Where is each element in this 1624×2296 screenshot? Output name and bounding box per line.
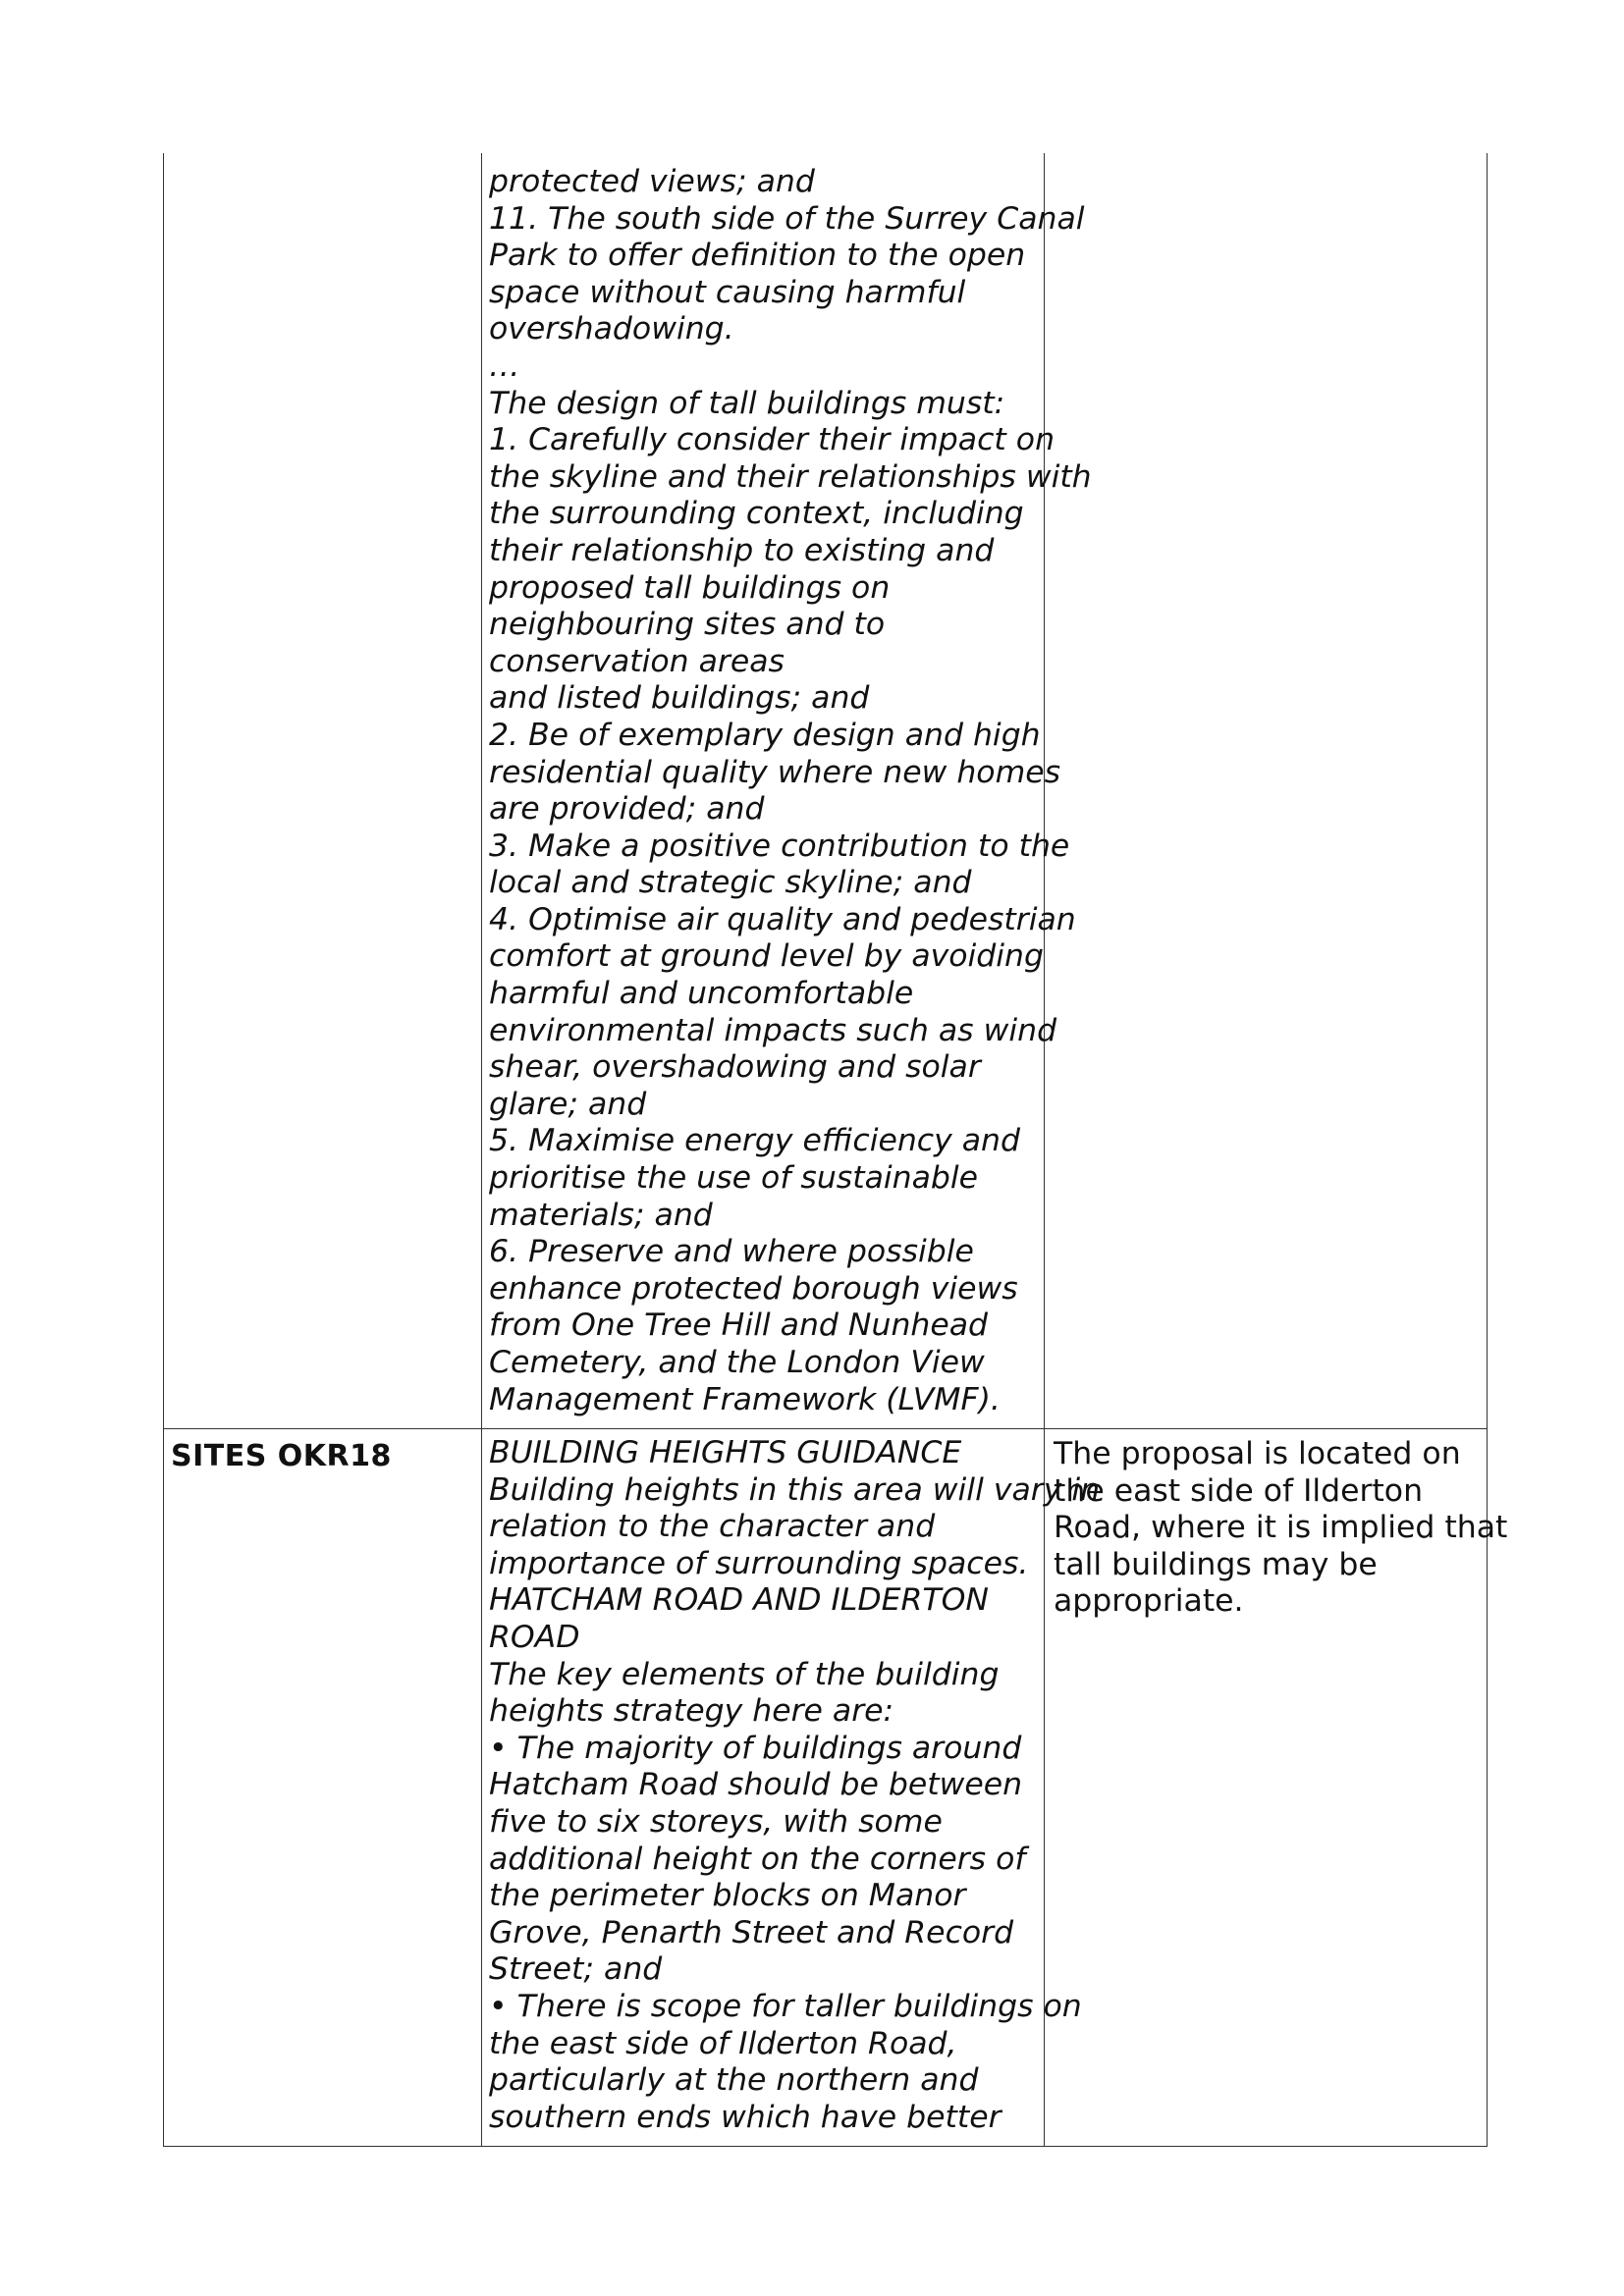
- text-line: prioritise the use of sustainable: [489, 1160, 979, 1197]
- text-line: the perimeter blocks on Manor: [489, 1878, 966, 1914]
- text-line: Street; and: [489, 1951, 663, 1988]
- text-line: space without causing harmful: [489, 274, 966, 310]
- text-line: appropriate.: [1054, 1583, 1244, 1620]
- text-line: 2. Be of exemplary design and high: [489, 717, 1041, 753]
- text-line: 6. Preserve and where possible: [489, 1234, 974, 1270]
- text-line: Road, where it is implied that: [1054, 1510, 1508, 1546]
- text-line: environmental impacts such as wind: [489, 1012, 1057, 1048]
- policy-text-continued: [489, 164, 1092, 1418]
- text-line: relation to the character and: [489, 1509, 936, 1545]
- text-line: their relationship to existing and: [489, 532, 995, 568]
- table-border-left: [163, 153, 164, 2147]
- text-line: the skyline and their relationships with: [489, 458, 1092, 495]
- text-line: harmful and uncomfortable: [489, 976, 914, 1012]
- text-line: The key elements of the building: [489, 1656, 1000, 1692]
- text-line: glare; and: [489, 1086, 647, 1122]
- text-line: …: [489, 347, 520, 384]
- text-line: protected views; and: [489, 164, 815, 199]
- text-line: particularly at the northern and: [489, 2062, 979, 2099]
- text-line: conservation areas: [489, 643, 785, 679]
- text-line: from One Tree Hill and Nunhead: [489, 1308, 989, 1344]
- table-divider-1: [481, 153, 482, 2147]
- text-line: The proposal is located on: [1054, 1436, 1461, 1471]
- text-line: the east side of Ilderton Road,: [489, 2025, 957, 2061]
- text-line: are provided; and: [489, 791, 765, 828]
- text-line: • The majority of buildings around: [489, 1730, 1022, 1766]
- text-line: 3. Make a positive contribution to the: [489, 828, 1070, 864]
- site-reference-label: SITES OKR18: [171, 1439, 392, 1473]
- text-line: five to six storeys, with some: [489, 1803, 943, 1840]
- text-line: comfort at ground level by avoiding: [489, 938, 1045, 975]
- policy-text-sites: [489, 1435, 1101, 2136]
- text-line: tall buildings may be: [1054, 1546, 1378, 1582]
- text-line: local and strategic skyline; and: [489, 865, 972, 901]
- text-line: enhance protected borough views: [489, 1270, 1018, 1307]
- text-line: Cemetery, and the London View: [489, 1345, 985, 1380]
- row-separator: [163, 1428, 1488, 1429]
- table-border-right: [1487, 153, 1488, 2147]
- text-line: the surrounding context, including: [489, 496, 1024, 532]
- text-line: importance of surrounding spaces.: [489, 1545, 1029, 1581]
- text-line: 5. Maximise energy efficiency and: [489, 1123, 1021, 1159]
- text-line: heights strategy here are:: [489, 1693, 894, 1730]
- text-line: overshadowing.: [489, 311, 734, 347]
- text-line: ROAD: [489, 1619, 580, 1655]
- text-line: southern ends which have better: [489, 2099, 1001, 2135]
- text-line: neighbouring sites and to: [489, 607, 886, 643]
- text-line: BUILDING HEIGHTS GUIDANCE: [489, 1435, 962, 1470]
- text-line: and listed buildings; and: [489, 680, 870, 717]
- text-line: Management Framework (LVMF).: [489, 1381, 1001, 1417]
- text-line: Building heights in this area will vary in: [489, 1471, 1101, 1508]
- table-border-bottom: [163, 2146, 1488, 2147]
- text-line: HATCHAM ROAD AND ILDERTON: [489, 1582, 989, 1619]
- text-line: 1. Carefully consider their impact on: [489, 422, 1056, 458]
- text-line: additional height on the corners of: [489, 1841, 1026, 1877]
- text-line: proposed tall buildings on: [489, 569, 891, 606]
- text-line: Grove, Penarth Street and Record: [489, 1914, 1014, 1950]
- text-line: • There is scope for taller buildings on: [489, 1988, 1082, 2024]
- text-line: the east side of Ilderton: [1054, 1472, 1424, 1509]
- text-line: The design of tall buildings must:: [489, 385, 1005, 421]
- text-line: 4. Optimise air quality and pedestrian: [489, 901, 1076, 937]
- text-line: Park to offer definition to the open: [489, 238, 1026, 274]
- assessment-comment: [1054, 1436, 1508, 1621]
- text-line: shear, overshadowing and solar: [489, 1049, 981, 1086]
- text-line: residential quality where new homes: [489, 754, 1061, 790]
- text-line: Hatcham Road should be between: [489, 1767, 1023, 1803]
- text-line: 11. The south side of the Surrey Canal: [489, 200, 1085, 237]
- text-line: materials; and: [489, 1197, 713, 1233]
